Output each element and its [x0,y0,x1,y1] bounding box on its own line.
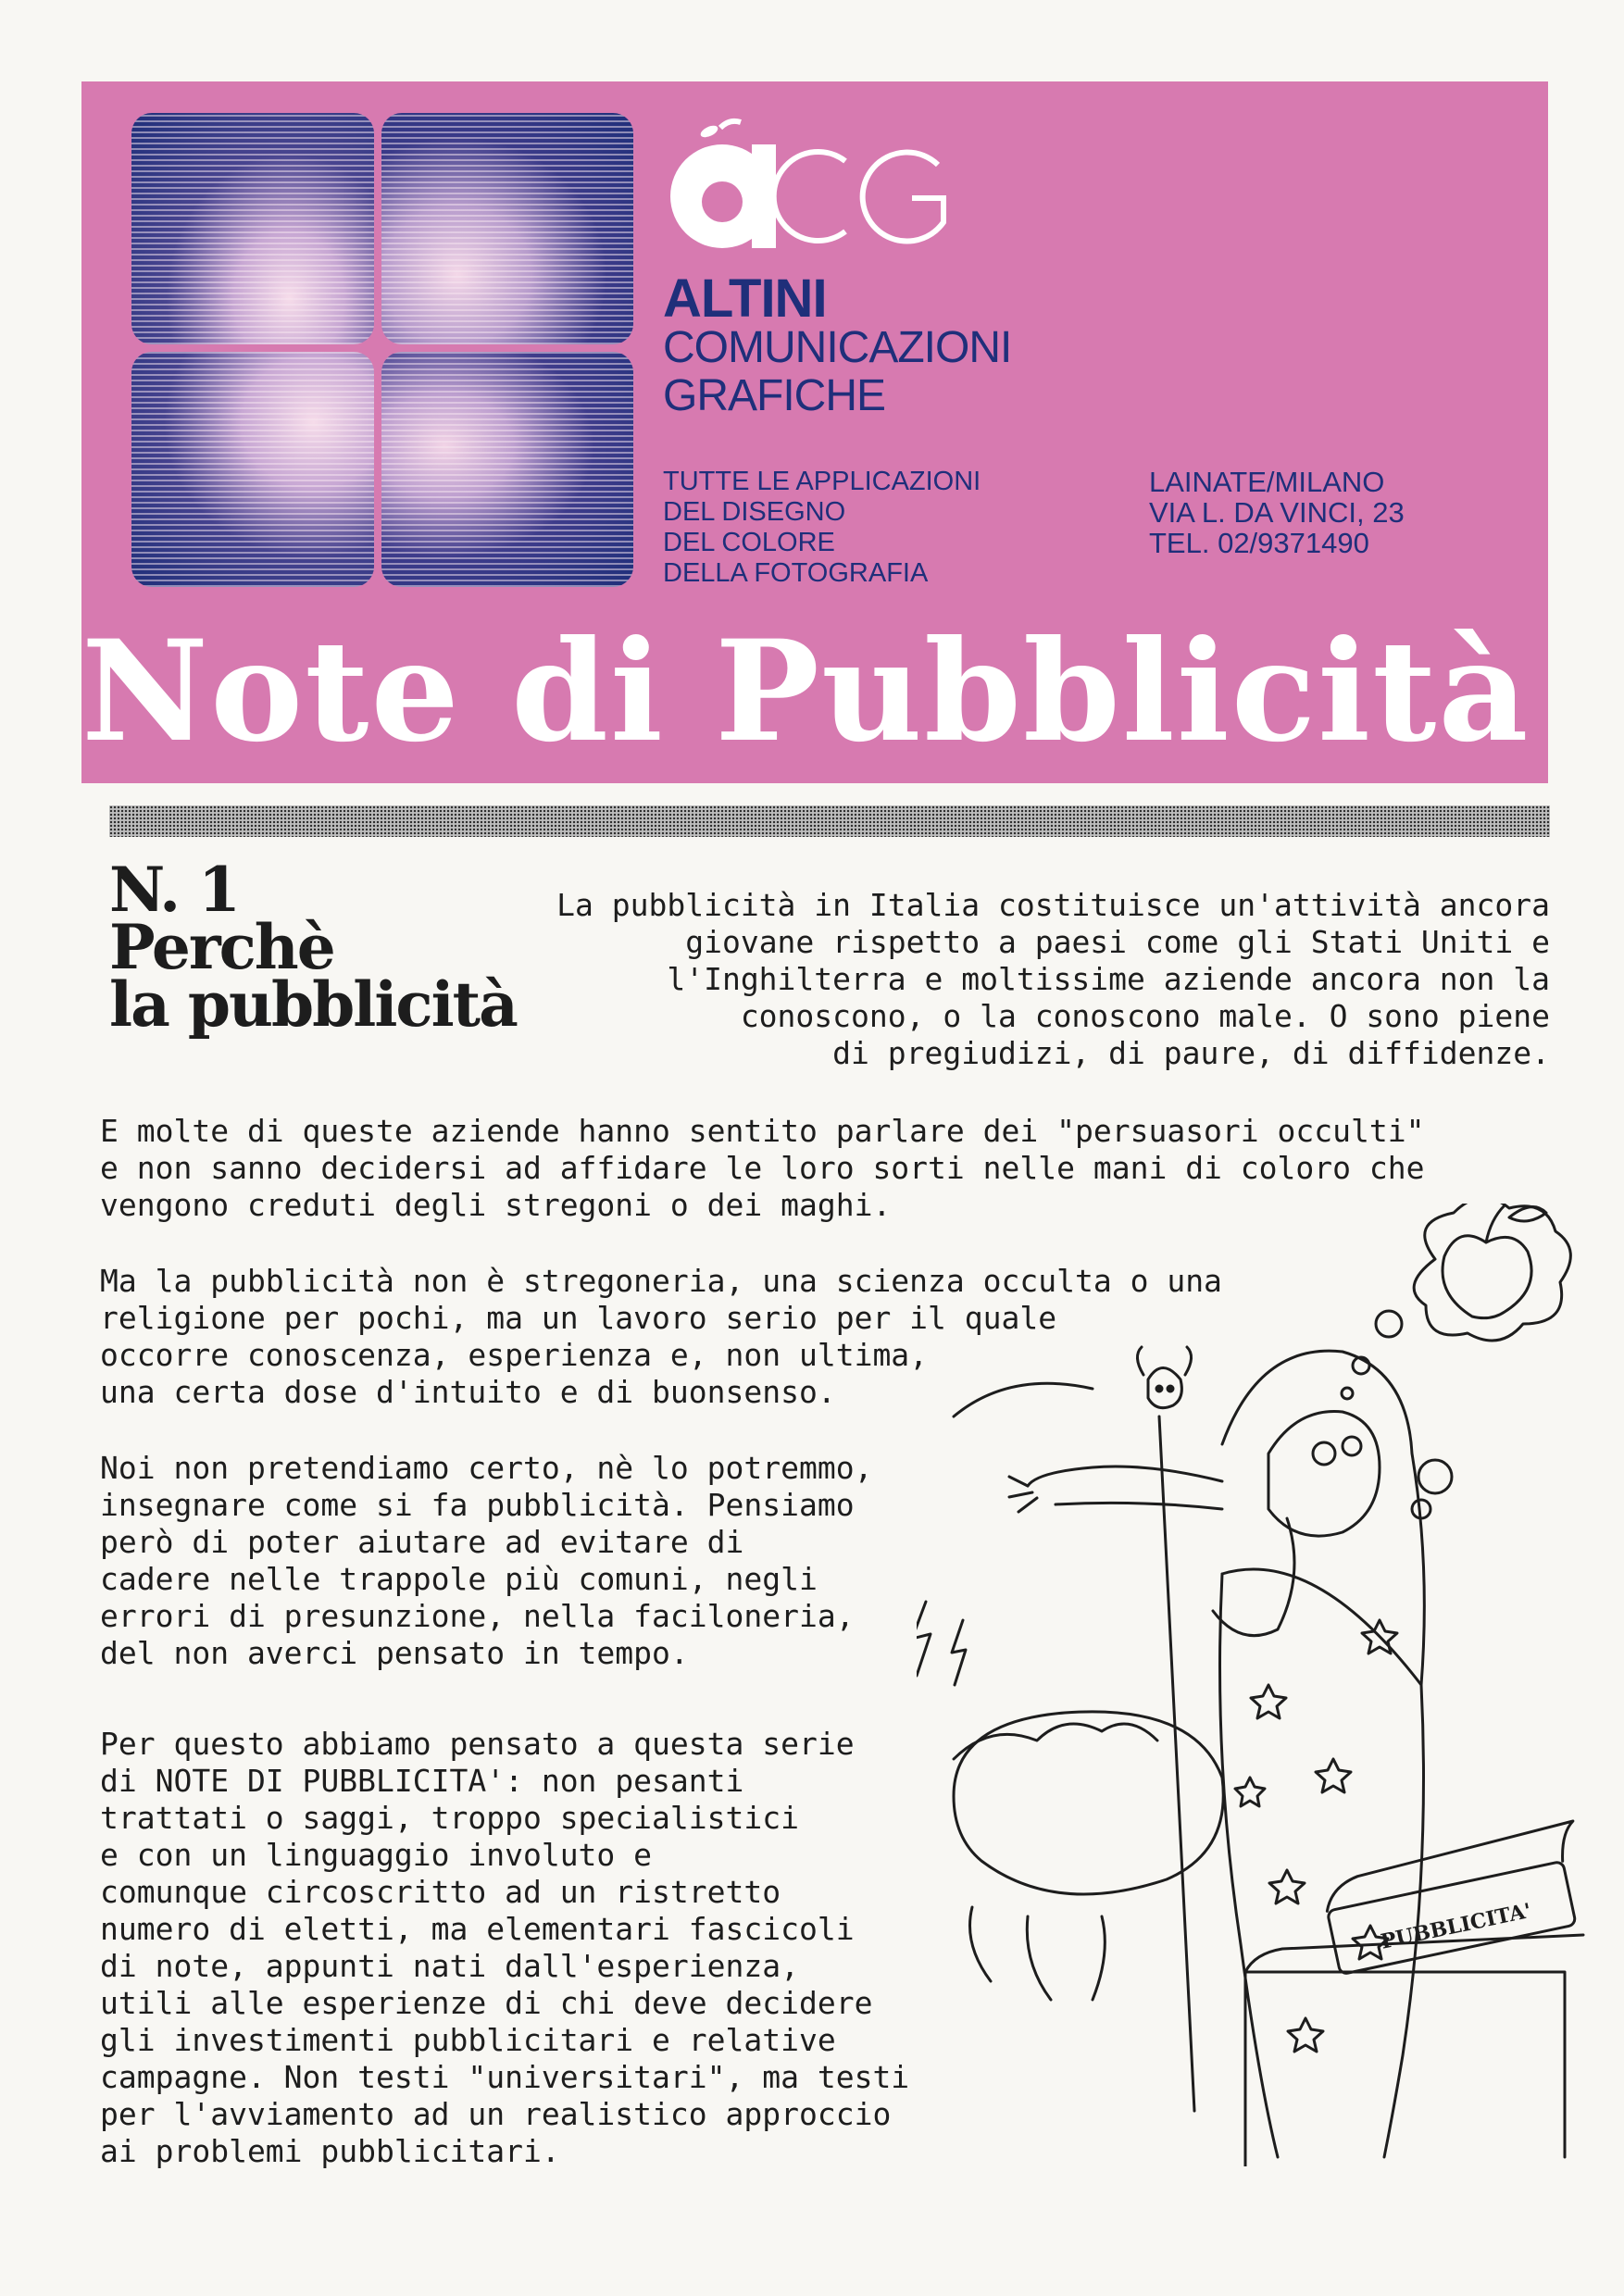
photo-tile [381,352,633,587]
text-line: La pubblicità in Italia costituisce un'attività ancora [556,887,1550,923]
text-line: giovane rispetto a paesi come gli Stati Uniti e [685,924,1550,960]
apple-icon [1443,1236,1531,1318]
text-line: conoscono, o la conoscono male. O sono piene [740,998,1550,1034]
company-subtitle-line: GRAFICHE [663,371,886,420]
text-line: E molte di queste aziende hanno sentito parlare dei "persuasori occulti" [100,1113,1425,1149]
text-line: l'Inghilterra e moltissime aziende ancora non la [667,961,1550,997]
text-line: una certa dose d'intuito e di buonsenso. [100,1374,836,1410]
text-line: e non sanno decidersi ad affidare le loro sorti nelle mani di coloro che [100,1150,1425,1186]
body-paragraph [100,1726,909,2170]
text-line: vengono creduti degli stregoni o dei maghi. [100,1187,892,1223]
services-line: TUTTE LE APPLICAZIONI [663,467,981,496]
company-name: ALTINI [663,268,827,329]
text-line: di NOTE DI PUBBLICITA': non pesanti [100,1763,744,1799]
text-line: trattati o saggi, troppo specialistici [100,1800,799,1836]
text-line: numero di eletti, ma elementari fascicoli [100,1911,855,1947]
wizard-illustration [917,1204,1602,2166]
acg-logo [656,117,952,256]
book-label: PUBBLICITA' [1378,1898,1534,1954]
table [1245,1972,1565,2166]
text-line: cadere nelle trappole più comuni, negli [100,1561,818,1597]
text-line: Per questo abbiamo pensato a questa serie [100,1726,855,1762]
text-line: Noi non pretendiamo certo, nè lo potremmo, [100,1450,873,1486]
intro-paragraph [393,887,1550,1072]
address-block [1149,467,1405,558]
services-list [663,467,981,589]
text-line: ai problemi pubblicitari. [100,2133,560,2169]
company-subtitle-line: COMUNICAZIONI [663,323,1012,372]
services-line: DEL COLORE [663,528,835,557]
text-line: del non averci pensato in tempo. [100,1635,689,1671]
address-line: VIA L. DA VINCI, 23 [1149,496,1405,529]
photo-tile [131,352,374,587]
masthead-title: Note di Pubblicità [81,610,1530,773]
services-line: DELLA FOTOGRAFIA [663,558,929,588]
text-line: utili alle esperienze di chi deve decidere [100,1985,873,2021]
staff [1159,1416,1194,2111]
body-paragraph [100,1450,872,1672]
photo-tile [381,113,633,344]
halftone-photo [131,113,633,587]
text-line: di pregiudizi, di paure, di diffidenze. [832,1035,1550,1071]
services-line: DEL DISEGNO [663,497,846,527]
text-line: però di poter aiutare ad evitare di [100,1524,744,1560]
text-line: errori di presunzione, nella faciloneria, [100,1598,855,1634]
article-title-line: la pubblicità [109,968,517,1041]
text-line: e con un linguaggio involuto e [100,1837,653,1873]
halftone-rule [109,805,1550,837]
text-line: occorre conoscenza, esperienza e, non ultima, [100,1337,929,1373]
text-line: per l'avviamento ad un realistico approccio [100,2096,892,2132]
text-line: religione per pochi, ma un lavoro serio per il quale [100,1300,1057,1336]
text-line: insegnare come si fa pubblicità. Pensiamo [100,1487,855,1523]
address-line: TEL. 02/9371490 [1149,527,1369,559]
text-line: campagne. Non testi "universitari", ma testi [100,2059,910,2095]
issue-number: N. 1 [109,854,239,926]
address-line: LAINATE/MILANO [1149,466,1385,498]
article-title-line: Perchè [109,911,334,983]
photo-tile [131,113,374,344]
text-line: Ma la pubblicità non è stregoneria, una scienza occulta o una [100,1263,1222,1299]
wizard-robe [1220,1574,1279,2157]
text-line: gli investimenti pubblicitari e relative [100,2022,836,2058]
text-line: di note, appunti nati dall'esperienza, [100,1948,799,1984]
text-line: comunque circoscritto ad un ristretto [100,1874,781,1910]
